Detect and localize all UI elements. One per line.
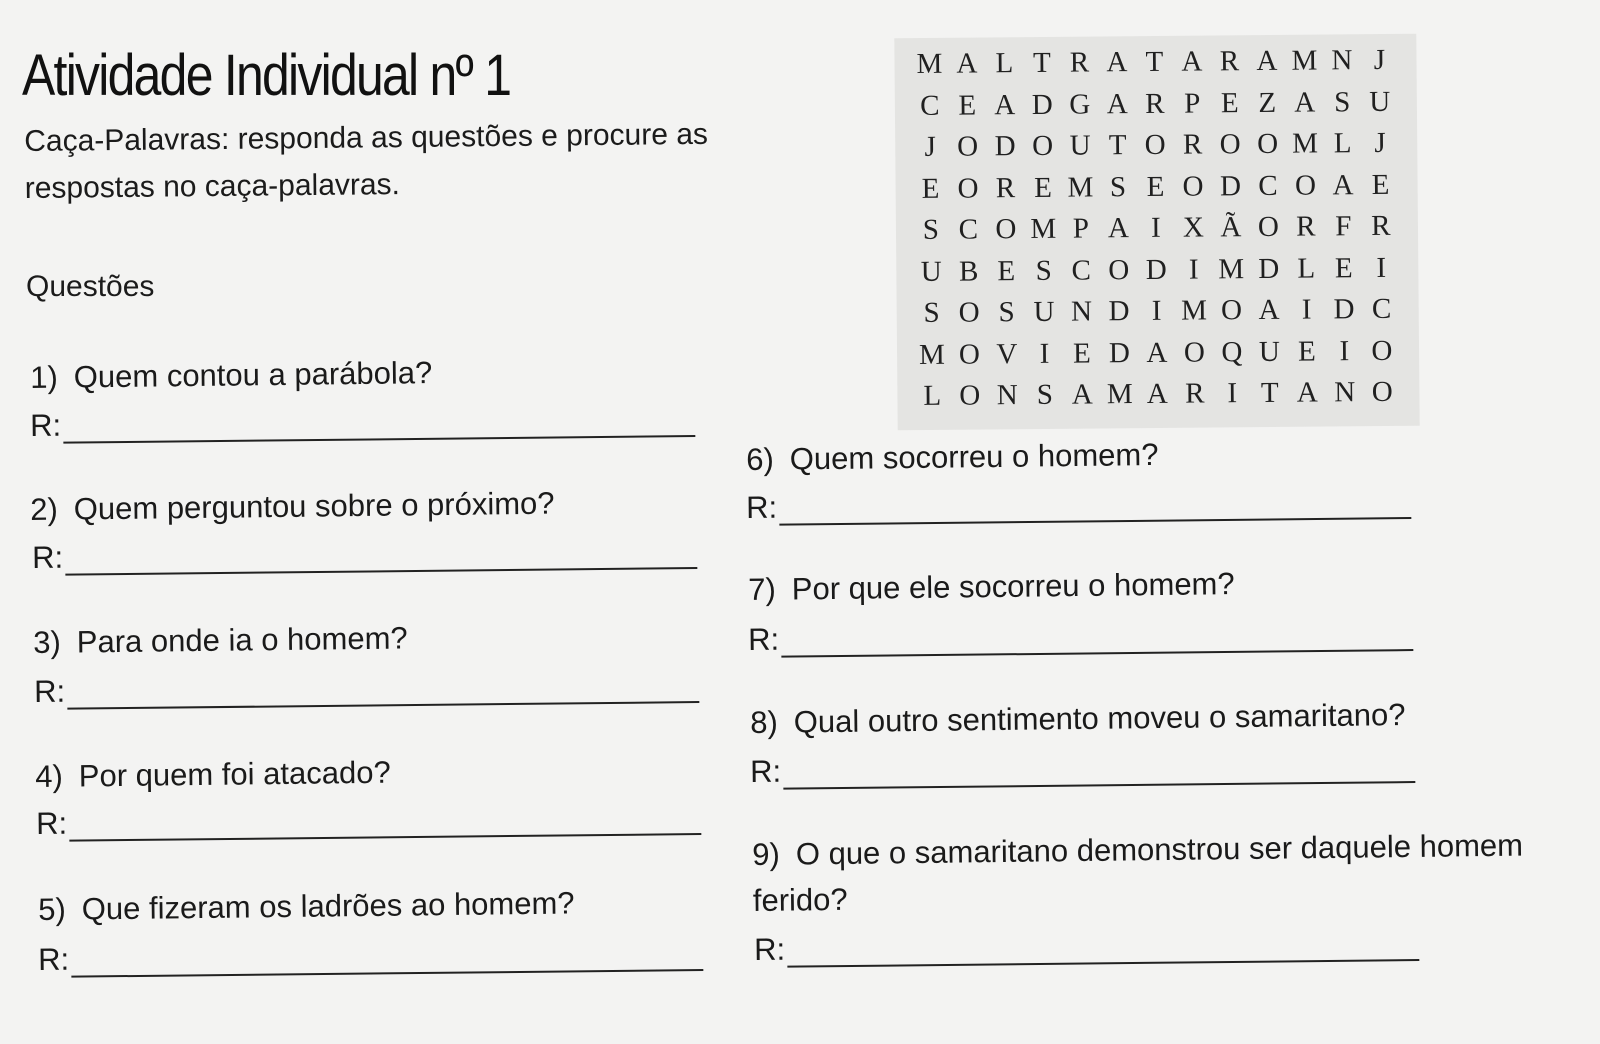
word-search-letter: O xyxy=(1032,129,1057,163)
word-search-letter: L xyxy=(923,379,945,413)
word-search-letter: N xyxy=(1334,376,1359,409)
word-search-letter: E xyxy=(958,89,980,122)
word-search-letter: A xyxy=(1106,46,1131,79)
word-search-letter: L xyxy=(995,47,1017,80)
word-search-letter: D xyxy=(1108,295,1133,328)
word-search-letter: I xyxy=(1376,251,1390,284)
word-search-letter: O xyxy=(957,172,982,205)
word-search-letter: M xyxy=(1291,44,1321,77)
answer-line[interactable] xyxy=(69,805,701,842)
word-search-letter: A xyxy=(1332,168,1357,202)
question-number: 3) xyxy=(33,624,62,660)
question-number: 2) xyxy=(30,491,59,527)
word-search-letter: O xyxy=(959,379,984,412)
word-search-letter: E xyxy=(1220,86,1242,120)
word-search-letter: P xyxy=(1072,212,1093,245)
answer-2 xyxy=(32,533,697,576)
answer-label: R: xyxy=(748,621,780,657)
word-search-letter: A xyxy=(956,47,981,80)
word-search-letter: E xyxy=(921,172,943,205)
answer-4 xyxy=(36,799,701,842)
question-number: 5) xyxy=(38,891,67,927)
question-number: 7) xyxy=(748,571,777,607)
word-search-letter: O xyxy=(1182,170,1207,203)
word-search-letter: R xyxy=(1296,210,1319,243)
word-search-letter: G xyxy=(1069,88,1094,121)
question-text: Quem socorreu o homem? xyxy=(789,436,1159,477)
word-search-letter: R xyxy=(1219,45,1243,78)
word-search-letter: N xyxy=(1331,44,1356,77)
word-search-letter: Ã xyxy=(1220,211,1245,244)
answer-label: R: xyxy=(32,539,64,575)
answer-line[interactable] xyxy=(65,539,697,576)
word-search-letter: O xyxy=(1183,336,1209,369)
answer-line[interactable] xyxy=(71,941,703,978)
word-search-letter: D xyxy=(1108,336,1134,370)
question-number: 8) xyxy=(750,704,779,740)
word-search-letter: M xyxy=(916,47,946,81)
questions-heading: Questões xyxy=(26,270,155,303)
word-search-letter: V xyxy=(996,337,1021,371)
word-search-letter: E xyxy=(1034,171,1056,204)
word-search-letter: M xyxy=(1218,252,1248,286)
word-search-letter: E xyxy=(1297,335,1319,368)
word-search-letter: S xyxy=(1036,379,1057,412)
word-search-letter: I xyxy=(1227,377,1241,410)
question-9 xyxy=(752,822,1533,924)
question-7 xyxy=(748,566,1235,608)
word-search-letter: R xyxy=(1182,128,1206,161)
word-search-letter: U xyxy=(1069,129,1094,162)
answer-5 xyxy=(38,935,703,978)
word-search-letter: O xyxy=(1108,253,1133,287)
word-search-row xyxy=(912,81,1400,127)
word-search-letter: I xyxy=(1039,337,1053,370)
word-search-letter: R xyxy=(1185,377,1208,410)
word-search-letter: U xyxy=(1258,335,1284,368)
question-text: O que o samaritano demonstrou ser daquele homem ferido? xyxy=(752,827,1524,918)
word-search-letter: O xyxy=(958,296,983,329)
instructions-text: Caça-Palavras: responda as questões e procure as respostas no caça-palavras. xyxy=(24,117,709,205)
word-search-letter: E xyxy=(1371,168,1393,201)
question-text: Quem perguntou sobre o próximo? xyxy=(73,485,555,527)
word-search-letter: U xyxy=(1033,295,1058,329)
word-search-letter: E xyxy=(1334,251,1356,285)
word-search-letter: C xyxy=(1258,169,1281,202)
word-search-letter: I xyxy=(1188,253,1202,286)
word-search-row xyxy=(913,164,1401,210)
word-search-letter: O xyxy=(1257,211,1282,244)
word-search-letter: S xyxy=(998,296,1018,329)
answer-7 xyxy=(748,615,1413,658)
word-search-letter: D xyxy=(994,130,1019,163)
word-search-letter: D xyxy=(1145,253,1170,286)
word-search-letter: D xyxy=(1258,252,1283,285)
word-search-letter: R xyxy=(995,171,1019,205)
word-search-letter: A xyxy=(1106,87,1131,121)
answer-8 xyxy=(750,747,1415,790)
word-search-row xyxy=(913,206,1401,252)
word-search-letter: S xyxy=(1109,170,1130,204)
word-search-letter: C xyxy=(958,213,982,246)
answer-label: R: xyxy=(34,673,66,709)
word-search-letter: P xyxy=(1184,87,1204,120)
word-search-letter: C xyxy=(919,89,943,122)
answer-1 xyxy=(30,401,695,444)
word-search-row xyxy=(912,40,1400,86)
question-number: 1) xyxy=(30,359,59,395)
word-search-letter: N xyxy=(996,379,1021,412)
answer-9 xyxy=(754,925,1419,968)
word-search-letter: S xyxy=(1035,254,1055,287)
word-search-letter: A xyxy=(1146,378,1171,411)
word-search-letter: O xyxy=(1144,129,1169,162)
word-search-letter: Q xyxy=(1221,335,1246,369)
answer-label: R: xyxy=(36,805,68,841)
question-5 xyxy=(38,885,575,928)
word-search-letter: R xyxy=(1371,210,1394,243)
word-search-letter: A xyxy=(1146,336,1171,369)
question-text: Por que ele socorreu o homem? xyxy=(791,566,1235,607)
word-search-letter: S xyxy=(922,213,943,247)
word-search-letter: Z xyxy=(1258,86,1280,119)
word-search-letter: O xyxy=(1371,376,1396,409)
word-search-letter: X xyxy=(1182,211,1207,244)
word-search-letter: M xyxy=(1030,212,1060,246)
answer-label: R: xyxy=(38,941,70,977)
word-search-letter: J xyxy=(1373,44,1389,77)
word-search-letter: A xyxy=(1256,45,1281,78)
question-text: Qual outro sentimento moveu o samaritano? xyxy=(793,696,1406,740)
word-search-row xyxy=(913,123,1401,169)
word-search-letter: I xyxy=(1151,295,1165,328)
answer-line[interactable] xyxy=(787,931,1419,968)
word-search-letter: A xyxy=(1296,376,1321,409)
word-search-letter: D xyxy=(1219,169,1245,203)
word-search-letter: O xyxy=(1257,128,1282,161)
word-search-letter: U xyxy=(920,255,945,288)
answer-label: R: xyxy=(30,407,62,443)
word-search-letter: D xyxy=(1333,293,1358,326)
page-title: Atividade Individual nº 1 xyxy=(22,43,511,108)
answer-6 xyxy=(746,483,1411,526)
word-search-letter: A xyxy=(994,88,1019,122)
word-search-letter: L xyxy=(1333,127,1355,160)
answer-line[interactable] xyxy=(779,489,1411,526)
word-search-letter: M xyxy=(1106,378,1136,411)
question-text: Que fizeram os ladrões ao homem? xyxy=(81,885,575,927)
answer-line[interactable] xyxy=(63,407,695,444)
word-search-letter: T xyxy=(1260,377,1282,410)
question-8 xyxy=(750,697,1406,741)
word-search-letter: N xyxy=(1070,295,1096,328)
word-search-letter: I xyxy=(1301,293,1315,326)
word-search-letter: C xyxy=(1071,254,1095,287)
word-search-row xyxy=(914,289,1402,335)
answer-3 xyxy=(34,667,699,710)
answer-label: R: xyxy=(750,753,782,789)
word-search-letter: A xyxy=(1258,294,1283,327)
question-number: 6) xyxy=(746,441,775,477)
question-number: 4) xyxy=(35,758,64,794)
word-search-letter: M xyxy=(1181,294,1211,327)
answer-label: R: xyxy=(746,489,778,525)
word-search-letter: O xyxy=(1294,169,1320,202)
word-search-letter: I xyxy=(1339,334,1353,368)
answer-line[interactable] xyxy=(67,673,699,710)
answer-line[interactable] xyxy=(783,753,1415,790)
word-search-letter: R xyxy=(1069,46,1093,79)
question-2 xyxy=(30,486,555,528)
word-search-letter: T xyxy=(1032,47,1054,80)
question-text: Para onde ia o homem? xyxy=(76,620,408,660)
word-search-letter: J xyxy=(924,131,939,164)
word-search-letter: S xyxy=(1334,85,1354,119)
word-search-letter: R xyxy=(1144,87,1168,120)
word-search-letter: A xyxy=(1071,378,1096,411)
word-search-letter: L xyxy=(1297,252,1319,285)
word-search-letter: O xyxy=(1371,334,1396,367)
word-search-letter: F xyxy=(1335,210,1355,243)
word-search-letter: A xyxy=(1294,86,1319,119)
word-search-letter: O xyxy=(1219,128,1244,161)
word-search-letter: D xyxy=(1031,88,1056,121)
question-3 xyxy=(33,620,408,661)
word-search-grid xyxy=(912,40,1403,418)
question-text: Quem contou a parábola? xyxy=(73,355,433,395)
word-search-letter: M xyxy=(1292,127,1322,160)
word-search-letter: A xyxy=(1107,212,1132,245)
question-4 xyxy=(35,755,391,795)
word-search-row xyxy=(915,372,1403,418)
word-search-letter: E xyxy=(1072,337,1094,370)
word-search-letter: I xyxy=(1150,212,1164,245)
question-1 xyxy=(30,355,432,396)
word-search-letter: S xyxy=(923,296,943,330)
word-search-letter: A xyxy=(1181,45,1206,78)
word-search-letter: C xyxy=(1371,293,1395,326)
word-search-letter: T xyxy=(1108,129,1130,162)
question-number: 9) xyxy=(752,836,781,872)
word-search-row xyxy=(915,330,1403,376)
word-search-letter: M xyxy=(918,338,948,371)
word-search-letter: M xyxy=(1067,171,1097,204)
answer-line[interactable] xyxy=(781,621,1413,658)
word-search-letter: O xyxy=(958,338,984,371)
answer-label: R: xyxy=(754,931,786,967)
word-search-letter: E xyxy=(1146,170,1168,203)
word-search-letter: U xyxy=(1369,85,1394,118)
word-search-letter: O xyxy=(995,213,1020,246)
word-search-row xyxy=(914,247,1402,293)
question-text: Por quem foi atacado? xyxy=(78,754,391,794)
question-6 xyxy=(746,437,1159,478)
word-search-letter: B xyxy=(958,255,982,288)
word-search-letter: O xyxy=(1220,294,1246,327)
word-search-letter: T xyxy=(1145,46,1167,79)
word-search-letter: E xyxy=(997,254,1019,288)
word-search-letter: J xyxy=(1374,127,1389,160)
word-search-letter: O xyxy=(957,130,982,163)
